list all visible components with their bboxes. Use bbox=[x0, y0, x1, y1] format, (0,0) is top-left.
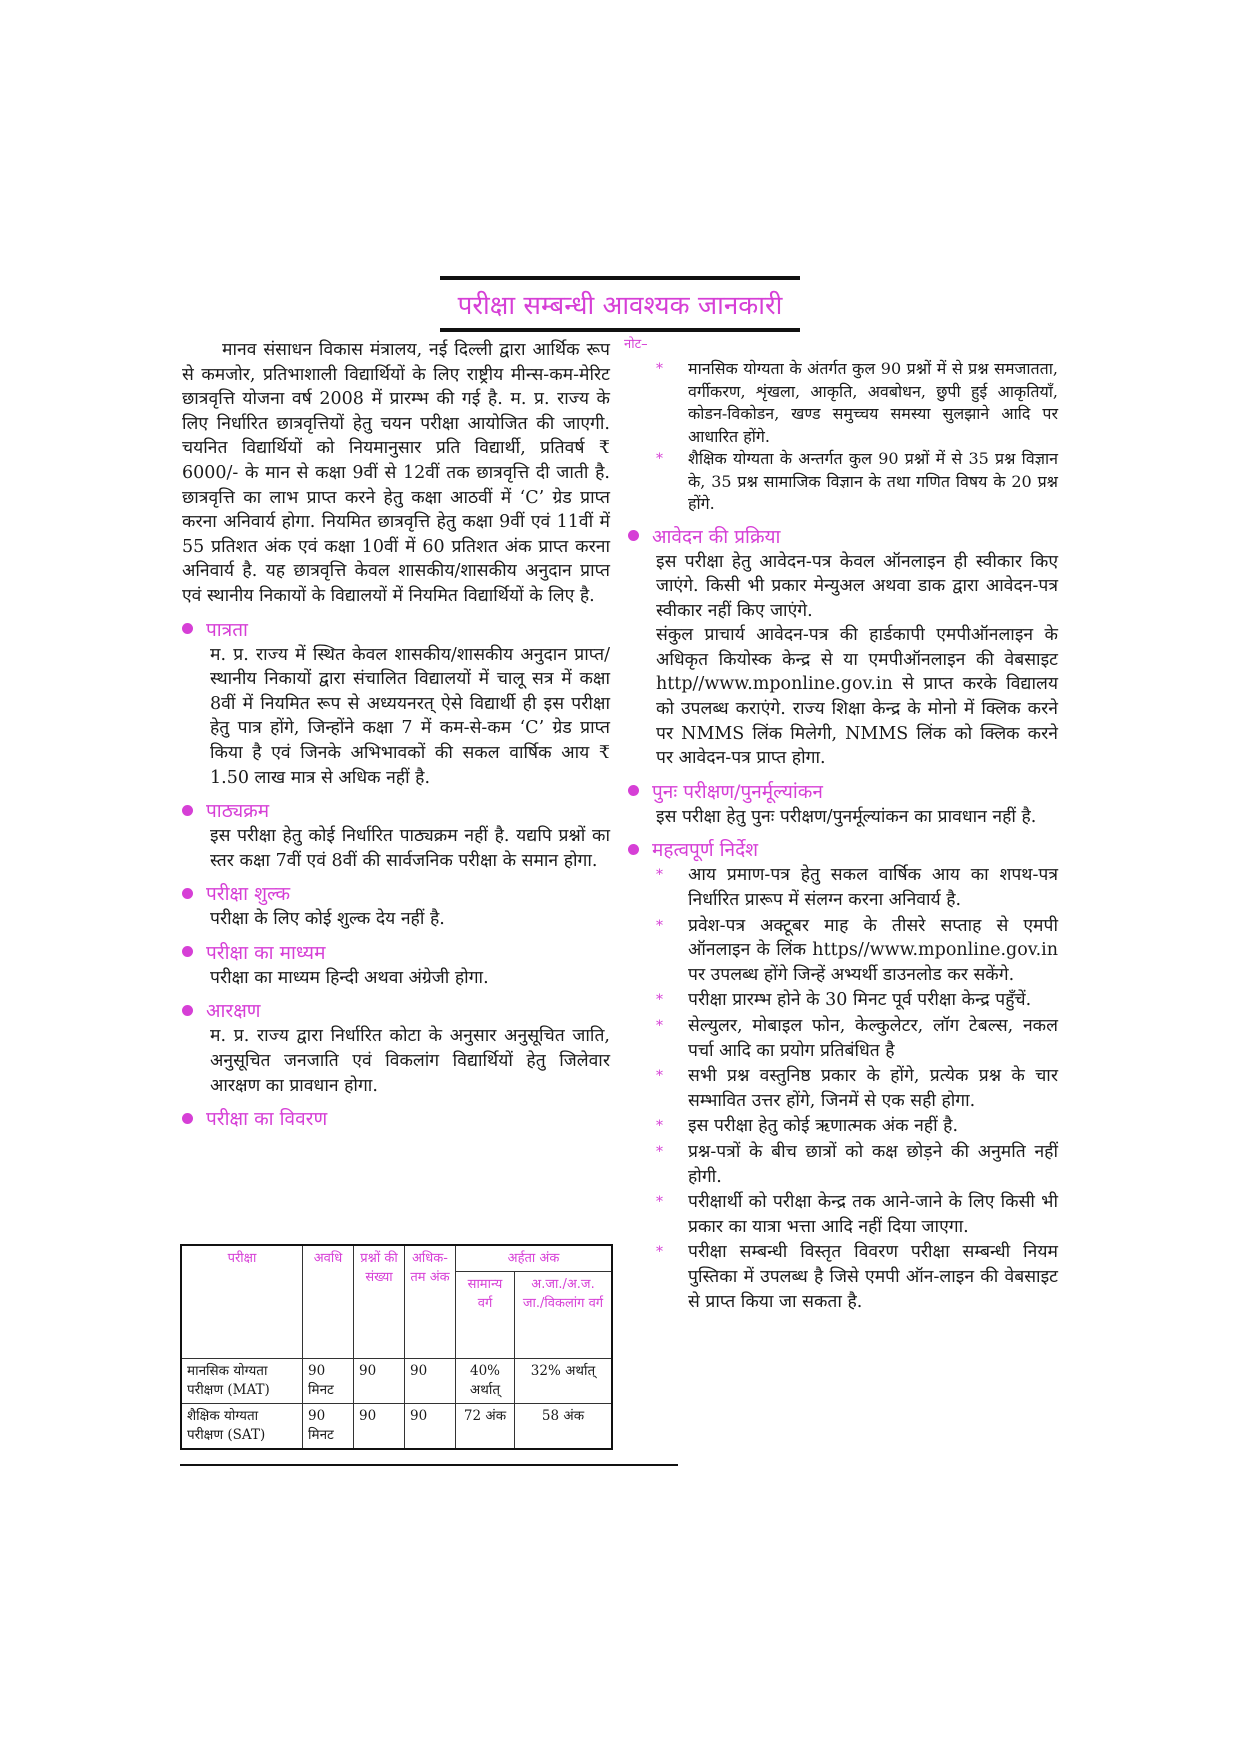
section-eligibility bbox=[182, 615, 610, 791]
asterisk-icon: * bbox=[656, 1143, 663, 1160]
section-reexam bbox=[628, 777, 1058, 830]
cell-reserved: 32% अर्थात् bbox=[515, 1359, 613, 1404]
section-body: परीक्षा का माध्यम हिन्दी अथवा अंग्रेजी होगा. bbox=[210, 967, 489, 988]
bullet-icon bbox=[182, 805, 193, 816]
cell-duration: 90 मिनट bbox=[303, 1359, 354, 1404]
section-heading: परीक्षा का विवरण bbox=[206, 1108, 328, 1131]
section-body: संकुल प्राचार्य आवेदन-पत्र की हार्डकापी एमपीऑनलाइन के अधिकृत कियोस्क केन्द्र से या एमपीऑनलाइन की वेबसाइट http//www.mponline.gov.in से प्राप्त करके विद्यालय को उपलब्ध कराएंगे. राज्य शिक्षा केन्द्र के मोनो में क्लिक करने पर NMMS लिंक मिलेगी, NMMS लिंक को क्लिक करने पर आवेदन-पत्र प्राप्त होगा. bbox=[656, 625, 1058, 769]
header-exam: परीक्षा bbox=[181, 1245, 303, 1359]
bullet-icon bbox=[182, 1113, 193, 1124]
instruction-item: * प्रवेश-पत्र अक्टूबर माह के तीसरे सप्ताह से एमपी ऑनलाइन के लिंक https//www.mponline.gov.in पर उपलब्ध होंगे जिन्हें अभ्यर्थी डाउनलोड कर सकेंगे. bbox=[656, 915, 1058, 985]
bullet-icon bbox=[182, 888, 193, 899]
header-questions: प्रश्नों की संख्या bbox=[354, 1245, 405, 1359]
table-row bbox=[181, 1359, 612, 1404]
asterisk-icon: * bbox=[656, 1194, 663, 1211]
instruction-item: * प्रश्न-पत्रों के बीच छात्रों को कक्ष छोड़ने की अनुमति नहीं होगी. bbox=[656, 1141, 1058, 1187]
section-body: इस परीक्षा हेतु पुनः परीक्षण/पुनर्मूल्यांकन का प्रावधान नहीं है. bbox=[656, 806, 1037, 827]
bullet-icon bbox=[628, 530, 639, 541]
bullet-icon bbox=[628, 844, 639, 855]
instruction-item: * आय प्रमाण-पत्र हेतु सकल वार्षिक आय का शपथ-पत्र निर्धारित प्रारूप में संलग्न करना अनिवार्य है. bbox=[656, 865, 1058, 911]
section-body: इस परीक्षा हेतु आवेदन-पत्र केवल ऑनलाइन ही स्वीकार किए जाएंगे. किसी भी प्रकार मेन्युअल अथवा डाक द्वारा आवेदन-पत्र स्वीकार नहीं किए जाएंगे. bbox=[656, 551, 1058, 621]
cell-max-marks: 90 bbox=[405, 1359, 456, 1404]
bullet-icon bbox=[182, 623, 193, 634]
cell-questions: 90 bbox=[354, 1359, 405, 1404]
section-heading: आरक्षण bbox=[206, 1000, 261, 1023]
note-item: * मानसिक योग्यता के अंतर्गत कुल 90 प्रश्नों में से प्रश्न समजातता, वर्गीकरण, शृंखला, आकृति, अवबोधन, छुपी हुई आकृतियाँ, कोडन-विकोडन, खण्ड समुच्चय समस्या सुलझाने आदि पर आधारित होंगे. bbox=[656, 359, 1058, 446]
asterisk-icon: * bbox=[656, 917, 663, 934]
header-general: सामान्य वर्ग bbox=[456, 1272, 515, 1359]
section-body: इस परीक्षा हेतु कोई निर्धारित पाठ्यक्रम नहीं है. यद्यपि प्रश्नों का स्तर कक्षा 7वीं एवं 8वीं की सार्वजनिक परीक्षा के समान होगा. bbox=[210, 826, 610, 871]
header-max-marks: अधिक- तम अंक bbox=[405, 1245, 456, 1359]
cell-questions: 90 bbox=[354, 1404, 405, 1450]
section-heading: पाठ्यक्रम bbox=[206, 800, 270, 823]
cell-general: 40% अर्थात् bbox=[456, 1359, 515, 1404]
header-reserved: अ.जा./अ.ज. जा./विकलांग वर्ग bbox=[515, 1272, 613, 1359]
cell-general: 72 अंक bbox=[456, 1404, 515, 1450]
asterisk-icon: * bbox=[656, 451, 663, 467]
cell-reserved: 58 अंक bbox=[515, 1404, 613, 1450]
cell-exam: मानसिक योग्यता परीक्षण (MAT) bbox=[181, 1359, 303, 1404]
instruction-item: * सभी प्रश्न वस्तुनिष्ठ प्रकार के होंगे, प्रत्येक प्रश्न के चार सम्भावित उत्तर होंगे, जिनमें से एक सही होगा. bbox=[656, 1066, 1058, 1111]
bullet-icon bbox=[628, 785, 639, 796]
page-title-box bbox=[440, 276, 800, 332]
asterisk-icon: * bbox=[656, 992, 663, 1009]
cell-duration: 90 मिनट bbox=[303, 1404, 354, 1450]
section-body: परीक्षा के लिए कोई शुल्क देय नहीं है. bbox=[210, 909, 445, 930]
instruction-item: * परीक्षा प्रारम्भ होने के 30 मिनट पूर्व परीक्षा केन्द्र पहुँचें. bbox=[628, 988, 1058, 1013]
instruction-item: * परीक्षार्थी को परीक्षा केन्द्र तक आने-जाने के लिए किसी भी प्रकार का यात्रा भत्ता आदि नहीं दिया जाएगा. bbox=[656, 1192, 1058, 1237]
asterisk-icon: * bbox=[656, 867, 663, 884]
asterisk-icon: * bbox=[656, 1018, 663, 1034]
asterisk-icon: * bbox=[656, 1118, 663, 1135]
instruction-item: * सेल्युलर, मोबाइल फोन, केल्कुलेटर, लॉग टेबल्स, नकल पर्चा आदि का प्रयोग प्रतिबंधित है bbox=[656, 1016, 1058, 1061]
section-heading: महत्वपूर्ण निर्देश bbox=[652, 839, 759, 862]
section-fee bbox=[182, 879, 610, 932]
cell-exam: शैक्षिक योग्यता परीक्षण (SAT) bbox=[181, 1404, 303, 1450]
page-title: परीक्षा सम्बन्धी आवश्यक जानकारी bbox=[457, 291, 783, 321]
left-column bbox=[182, 338, 610, 1132]
note-item: * शैक्षिक योग्यता के अन्तर्गत कुल 90 प्रश्नों में से 35 प्रश्न विज्ञान के, 35 प्रश्न सामाजिक विज्ञान के तथा गणित विषय के 20 प्रश्न होंगे. bbox=[656, 449, 1058, 513]
section-heading: आवेदन की प्रक्रिया bbox=[652, 525, 781, 548]
section-instructions bbox=[628, 835, 1058, 1314]
section-syllabus bbox=[182, 796, 610, 873]
exam-details-table bbox=[180, 1244, 613, 1450]
section-exam-details bbox=[182, 1104, 610, 1132]
section-reservation bbox=[182, 996, 610, 1098]
bullet-icon bbox=[182, 1005, 193, 1016]
table-header-row bbox=[181, 1245, 612, 1272]
asterisk-icon: * bbox=[656, 1244, 663, 1261]
right-column bbox=[624, 337, 1058, 1315]
header-qualifying: अर्हता अंक bbox=[456, 1245, 613, 1272]
instruction-item: * परीक्षा सम्बन्धी विस्तृत विवरण परीक्षा सम्बन्धी नियम पुस्तिका में उपलब्ध है जिसे एमपी ऑन-लाइन की वेबसाइट से प्राप्त किया जा सकता है. bbox=[656, 1242, 1058, 1312]
section-heading: पुनः परीक्षण/पुनर्मूल्यांकन bbox=[652, 780, 823, 803]
note-label: नोट– bbox=[624, 337, 648, 352]
section-medium bbox=[182, 938, 610, 991]
asterisk-icon: * bbox=[656, 1068, 663, 1085]
intro-paragraph: मानव संसाधन विकास मंत्रालय, नई दिल्ली द्वारा आर्थिक रूप से कमजोर, प्रतिभाशाली विद्यार्थियों के लिए राष्ट्रीय मीन्स-कम-मेरिट छात्रवृत्ति योजना वर्ष 2008 में प्रारम्भ की गई है. म. प्र. राज्य के लिए निर्धारित छात्रवृत्तियों हेतु चयन परीक्षा आयोजित की जाएगी. चयनित विद्यार्थियों को नियमानुसार प्रति विद्यार्थी, प्रतिवर्ष ₹ 6000/- के मान से कक्षा 9वीं से 12वीं तक छात्रवृत्ति दी जाती है. छात्रवृत्ति का लाभ प्राप्त करने हेतु कक्षा आठवीं में ‘C’ ग्रेड प्राप्त करना अनिवार्य होगा. नियमित छात्रवृत्ति हेतु कक्षा 9वीं एवं 11वीं में 55 प्रतिशत अंक एवं कक्षा 10वीं में 60 प्रतिशत अंक प्राप्त करना अनिवार्य है. यह छात्रवृत्ति केवल शासकीय/शासकीय अनुदान प्राप्त एवं स्थानीय निकायों के विद्यालयों में नियमित विद्यार्थियों के लिए है. bbox=[182, 340, 610, 606]
instruction-item: * इस परीक्षा हेतु कोई ऋणात्मक अंक नहीं है. bbox=[628, 1114, 1058, 1139]
section-heading: परीक्षा का माध्यम bbox=[206, 941, 326, 964]
bottom-divider bbox=[180, 1464, 678, 1466]
section-body: म. प्र. राज्य में स्थित केवल शासकीय/शासकीय अनुदान प्राप्त/स्थानीय निकायों द्वारा संचालित विद्यालयों में चालू सत्र में कक्षा 8वीं में नियमित रूप से अध्ययनरत् ऐसे विद्यार्थी ही इस परीक्षा हेतु पात्र होंगे, जिन्होंने कक्षा 7 में कम-से-कम ‘C’ ग्रेड प्राप्त किया है एवं जिनके अभिभावकों की सकल वार्षिक आय ₹ 1.50 लाख मात्र से अधिक नहीं है. bbox=[210, 644, 610, 788]
asterisk-icon: * bbox=[656, 361, 663, 377]
section-heading: परीक्षा शुल्क bbox=[206, 883, 291, 906]
bullet-icon bbox=[182, 946, 193, 957]
section-application bbox=[628, 522, 1058, 771]
section-body: म. प्र. राज्य द्वारा निर्धारित कोटा के अनुसार अनुसूचित जाति, अनुसूचित जनजाति एवं विकलांग विद्यार्थियों हेतु जिलेवार आरक्षण का प्रावधान होगा. bbox=[210, 1026, 610, 1096]
section-heading: पात्रता bbox=[206, 618, 248, 641]
table-row bbox=[181, 1404, 612, 1450]
header-duration: अवधि bbox=[303, 1245, 354, 1359]
cell-max-marks: 90 bbox=[405, 1404, 456, 1450]
